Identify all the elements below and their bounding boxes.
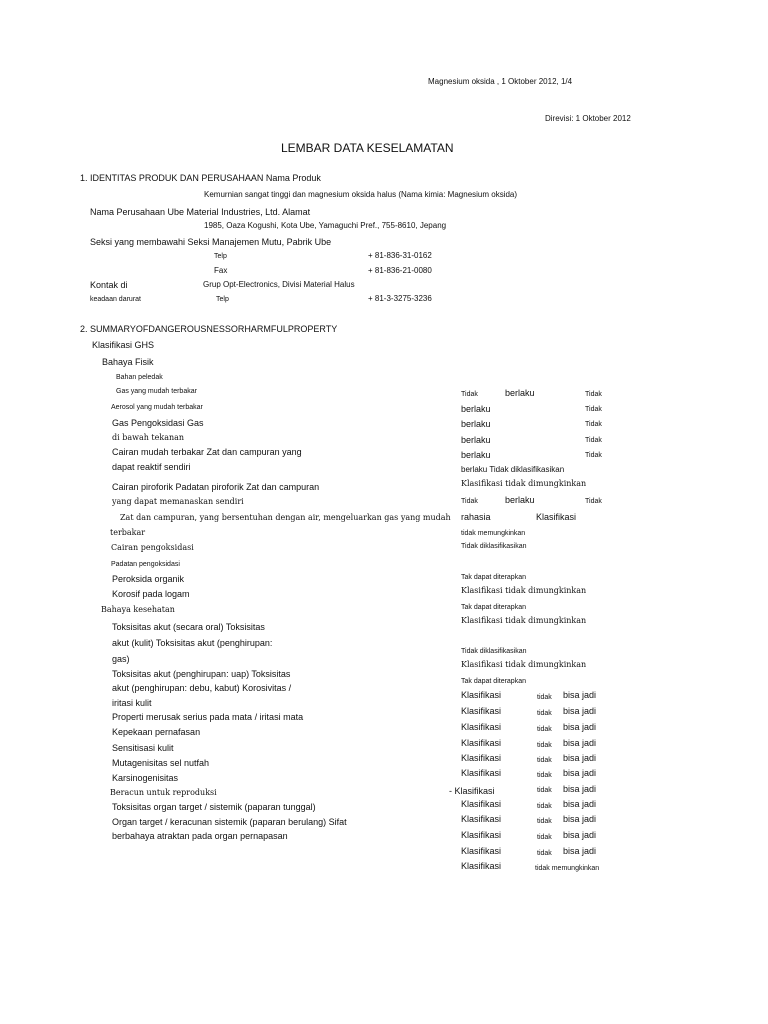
hazard-item: Organ target / keracunan sistemik (paparan berulang) Sifat	[112, 817, 347, 827]
hazard-item: akut (kulit) Toksisitas akut (penghirupan:	[112, 638, 273, 648]
telp-label: Telp	[214, 253, 227, 260]
klasifikasi-label: Klasifikasi	[461, 738, 502, 748]
bisa-jadi-label: bisa jadi	[563, 738, 597, 748]
section2-heading: 2. SUMMARYOFDANGEROUSNESSORHARMFULPROPERTY	[80, 324, 338, 334]
result-text: Tidak diklasifikasikan	[461, 648, 527, 655]
result-text: berlaku	[461, 450, 491, 460]
result-text: Tidak	[461, 391, 478, 398]
emergency-telp-value: + 81-3-3275-3236	[368, 294, 432, 303]
fax-value: + 81-836-21-0080	[368, 266, 432, 275]
result-text: Tidak	[585, 437, 602, 444]
hazard-item: terbakar	[110, 528, 146, 537]
hazard-item: Toksisitas akut (secara oral) Toksisitas	[112, 622, 265, 632]
klasifikasi-label: Klasifikasi	[461, 861, 502, 871]
hazard-item: yang dapat memanaskan sendiri	[112, 497, 244, 506]
hazard-item: Bahan peledak	[116, 374, 163, 381]
hazard-item: Gas Pengoksidasi Gas	[112, 418, 204, 428]
hazard-item: Korosif pada logam	[112, 589, 190, 599]
health-hazard-label: Bahaya kesehatan	[101, 605, 175, 614]
tidak-label: tidak	[537, 726, 552, 733]
hazard-item: Cairan piroforik Padatan piroforik Zat dan campuran	[112, 482, 320, 492]
hazard-item: Peroksida organik	[112, 574, 185, 584]
klasifikasi-label: Klasifikasi	[461, 830, 502, 840]
hazard-item: Toksisitas akut (penghirupan: uap) Toksisitas	[112, 669, 291, 679]
result-text: berlaku	[461, 419, 491, 429]
result-text: Klasifikasi tidak dimungkinkan	[461, 660, 587, 669]
fax-label: Fax	[214, 266, 228, 275]
page-title: LEMBAR DATA KESELAMATAN	[281, 141, 454, 155]
hazard-item: Karsinogenisitas	[112, 773, 179, 783]
hazard-item: Kepekaan pernafasan	[112, 727, 201, 737]
result-text: Klasifikasi tidak dimungkinkan	[461, 479, 587, 488]
tidak-label: tidak	[537, 772, 552, 779]
bisa-jadi-label: bisa jadi	[563, 799, 597, 809]
hazard-item: Cairan mudah terbakar Zat dan campuran yang	[112, 447, 302, 457]
company-name-line: Nama Perusahaan Ube Material Industries, Ltd. Alamat	[90, 207, 311, 217]
bisa-jadi-label: bisa jadi	[563, 830, 597, 840]
klasifikasi-label: Klasifikasi	[461, 799, 502, 809]
emergency-telp-label: Telp	[216, 296, 229, 303]
klasifikasi-label: - Klasifikasi	[449, 786, 495, 796]
contact-label: Kontak di	[90, 280, 128, 290]
ghs-label: Klasifikasi GHS	[92, 340, 155, 350]
company-address: 1985, Oaza Kogushi, Kota Ube, Yamaguchi Pref., 755-8610, Jepang	[204, 221, 447, 230]
document-header-line: Magnesium oksida , 1 Oktober 2012, 1/4	[428, 77, 573, 86]
hazard-item: Cairan pengoksidasi	[111, 543, 194, 552]
klasifikasi-label: Klasifikasi	[461, 722, 502, 732]
result-text: berlaku	[505, 495, 535, 505]
klasifikasi-label: Klasifikasi	[461, 690, 502, 700]
result-text: Tidak	[585, 452, 602, 459]
bisa-jadi-label: bisa jadi	[563, 753, 597, 763]
result-text: rahasia	[461, 512, 491, 522]
result-text: Tidak	[585, 421, 602, 428]
klasifikasi-label: Klasifikasi	[461, 846, 502, 856]
result-text: Klasifikasi tidak dimungkinkan	[461, 616, 587, 625]
tidak-label: tidak	[537, 694, 552, 701]
result-text: Klasifikasi	[536, 512, 577, 522]
hazard-item: Properti merusak serius pada mata / iritasi mata	[112, 712, 304, 722]
tidak-label: tidak	[537, 742, 552, 749]
bisa-jadi-label: bisa jadi	[563, 690, 597, 700]
hazard-item: akut (penghirupan: debu, kabut) Korosivitas /	[112, 683, 292, 693]
result-text: berlaku Tidak diklasifikasikan	[461, 465, 565, 474]
bisa-jadi-label: bisa jadi	[563, 768, 597, 778]
hazard-item: Mutagenisitas sel nutfah	[112, 758, 210, 768]
result-text: Klasifikasi tidak dimungkinkan	[461, 586, 587, 595]
klasifikasi-label: Klasifikasi	[461, 706, 502, 716]
telp-value: + 81-836-31-0162	[368, 251, 432, 260]
hazard-item: iritasi kulit	[112, 698, 152, 708]
result-text: Tidak	[585, 498, 602, 505]
bisa-jadi-label: bisa jadi	[563, 784, 597, 794]
hazard-item: Aerosol yang mudah terbakar	[111, 404, 203, 411]
result-text: berlaku	[461, 404, 491, 414]
tidak-label: tidak	[537, 757, 552, 764]
hazard-item: berbahaya atraktan pada organ pernapasan	[112, 831, 288, 841]
tidak-label: tidak	[537, 803, 552, 810]
result-text: Tidak	[585, 391, 602, 398]
responsible-section: Seksi yang membawahi Seksi Manajemen Mutu, Pabrik Ube	[90, 237, 332, 247]
result-text: Tidak diklasifikasikan	[461, 543, 527, 550]
tidak-label: tidak	[537, 710, 552, 717]
klasifikasi-label: Klasifikasi	[461, 753, 502, 763]
bisa-jadi-label: bisa jadi	[563, 706, 597, 716]
bisa-jadi-label: bisa jadi	[563, 846, 597, 856]
bisa-jadi-label: bisa jadi	[563, 722, 597, 732]
result-text: tidak memungkinkan	[461, 530, 526, 537]
result-text: tidak memungkinkan	[535, 865, 600, 872]
hazard-item: Gas yang mudah terbakar	[116, 388, 197, 395]
product-name: Kemurnian sangat tinggi dan magnesium oksida halus (Nama kimia: Magnesium oksida)	[204, 190, 518, 199]
result-text: berlaku	[505, 388, 535, 398]
tidak-label: tidak	[537, 787, 552, 794]
hazard-item: Padatan pengoksidasi	[111, 561, 180, 568]
revision-date: Direvisi: 1 Oktober 2012	[545, 114, 631, 123]
section1-heading: 1. IDENTITAS PRODUK DAN PERUSAHAAN Nama Produk	[80, 173, 321, 183]
klasifikasi-label: Klasifikasi	[461, 814, 502, 824]
tidak-label: tidak	[537, 850, 552, 857]
hazard-item: Sensitisasi kulit	[112, 743, 174, 753]
emergency-label: keadaan darurat	[90, 296, 141, 303]
hazard-item: Toksisitas organ target / sistemik (paparan tunggal)	[112, 802, 316, 812]
result-text: Tak dapat diterapkan	[461, 574, 526, 581]
hazard-item: di bawah tekanan	[112, 433, 185, 442]
tidak-label: tidak	[537, 834, 552, 841]
result-text: berlaku	[461, 435, 491, 445]
tidak-label: tidak	[537, 818, 552, 825]
physical-hazard-label: Bahaya Fisik	[102, 357, 154, 367]
hazard-item: Beracun untuk reproduksi	[110, 788, 217, 797]
bisa-jadi-label: bisa jadi	[563, 814, 597, 824]
contact-value: Grup Opt-Electronics, Divisi Material Halus	[203, 280, 355, 289]
result-text: Tak dapat diterapkan	[461, 604, 526, 611]
result-text: Tidak	[461, 498, 478, 505]
result-text: Tak dapat diterapkan	[461, 678, 526, 685]
hazard-item: gas)	[112, 654, 130, 664]
hazard-item: dapat reaktif sendiri	[112, 462, 191, 472]
hazard-item: Zat dan campuran, yang bersentuhan dengan air, mengeluarkan gas yang mudah	[120, 513, 451, 522]
klasifikasi-label: Klasifikasi	[461, 768, 502, 778]
result-text: Tidak	[585, 406, 602, 413]
